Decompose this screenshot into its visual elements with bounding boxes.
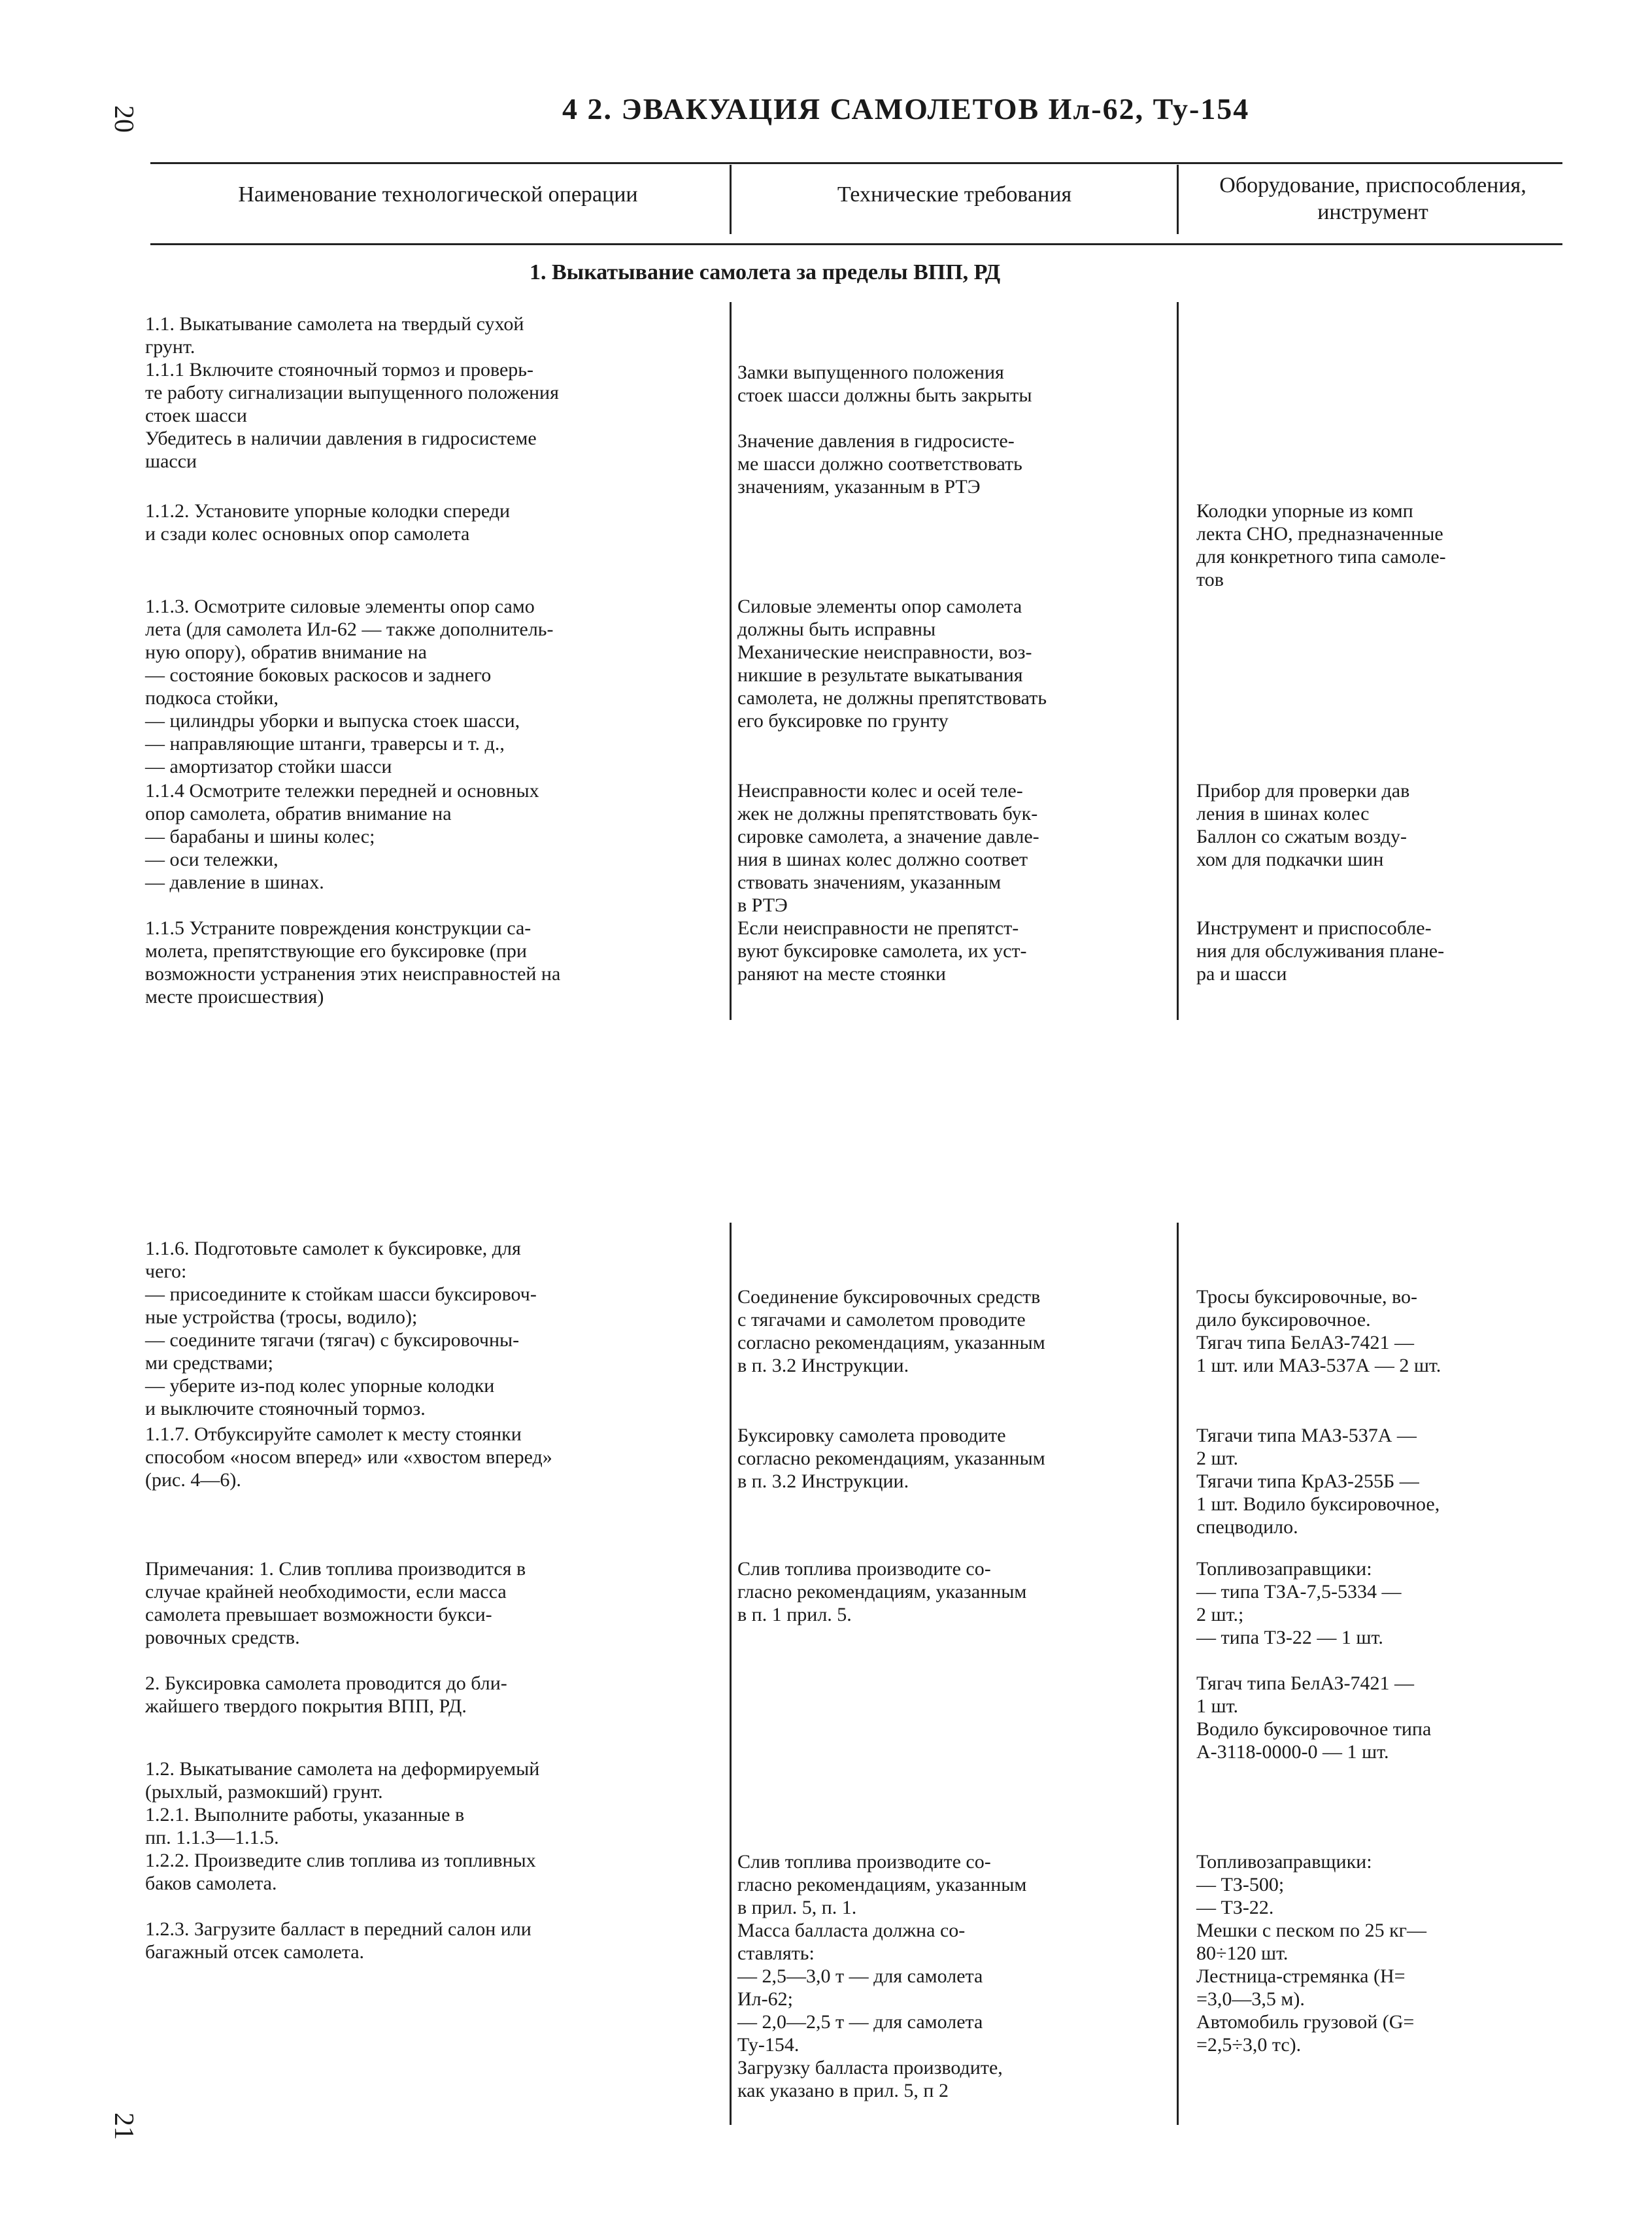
operation-1-1-2: 1.1.2. Установите упорные колодки спереди и сзади колес основных опор самолета xyxy=(145,500,511,545)
column-divider-2-upper xyxy=(1177,302,1179,1020)
equipment-notes: Топливозаправщики: — типа ТЗА-7,5-5334 — 2 шт.; — типа ТЗ-22 — 1 шт. Тягач типа БелАЗ-7421 — 1 шт. Водило буксировочное типа А-3118-0000-0 — 1 шт. xyxy=(1196,1558,1432,1763)
header-divider-2 xyxy=(1177,165,1179,234)
column-divider-1-lower xyxy=(730,1223,732,2125)
header-divider-1 xyxy=(730,165,732,234)
requirement-1-1-3: Силовые элементы опор самолета должны быть исправны Механические неисправности, воз- никшие в результате выкатывания самолета, не должны препятствовать его буксировке по грунту xyxy=(737,596,1047,732)
equipment-1-2: Топливозаправщики: — ТЗ-500; — ТЗ-22. Мешки с песком по 25 кг— 80÷120 шт. Лестница-стремянка (H= =3,0—3,5 м). Автомобиль грузовой (G= =2,5÷3,0 тс). xyxy=(1196,1851,1426,2056)
column-header-operation: Наименование технологической операции xyxy=(238,182,638,207)
equipment-1-1-4: Прибор для проверки дав ления в шинах колес Баллон со сжатым возду- хом для подкачки шин xyxy=(1196,780,1410,870)
requirement-notes: Слив топлива производите со- гласно рекомендациям, указанным в п. 1 прил. 5. xyxy=(737,1558,1027,1625)
requirement-1-1-5: Если неисправности не препятст- вуют буксировке самолета, их уст- раняют на месте стоянки xyxy=(737,917,1027,985)
column-header-requirements: Технические требования xyxy=(837,182,1072,207)
page-number-top: 20 xyxy=(109,105,139,133)
requirement-1-1-7: Буксировку самолета проводите согласно рекомендациям, указанным в п. 3.2 Инструкции. xyxy=(737,1425,1045,1492)
requirement-1-1-4: Неисправности колес и осей теле- жек не должны препятствовать бук- сировке самолета, а значение давле- ния в шинах колес должно соответ ствовать значениям, указанным в РТЭ xyxy=(737,780,1039,916)
operation-1-1-1: 1.1. Выкатывание самолета на твердый сухой грунт. 1.1.1 Включите стояночный тормоз и проверь- те работу сигнализации выпущенного положения стоек шасси Убедитесь в наличии давления в гидросистеме шасси xyxy=(145,313,559,472)
equipment-1-1-2: Колодки упорные из комп лекта СНО, предназначенные для конкретного типа самоле- тов xyxy=(1196,500,1446,590)
column-divider-2-lower xyxy=(1177,1223,1179,2125)
operation-1-1-6: 1.1.6. Подготовьте самолет к буксировке, для чего: — присоедините к стойкам шасси буксировоч- ные устройства (тросы, водило); — соедините тягачи (тягач) с буксировочны- ми средствами; — уберите из-под колес упорные колодки и выключите стояночный тормоз. xyxy=(145,1238,537,1419)
page-number-bottom: 21 xyxy=(109,2113,139,2140)
operation-1-1-7: 1.1.7. Отбуксируйте самолет к месту стоянки способом «носом вперед» или «хвостом вперед» (рис. 4—6). xyxy=(145,1423,552,1491)
equipment-1-1-7: Тягачи типа МАЗ-537А — 2 шт. Тягачи типа КрАЗ-255Б — 1 шт. Водило буксировочное, спецводило. xyxy=(1196,1425,1440,1538)
equipment-1-1-6: Тросы буксировочные, во- дило буксировочное. Тягач типа БелАЗ-7421 — 1 шт. или МАЗ-537А — 2 шт. xyxy=(1196,1286,1441,1376)
requirement-1-1-6: Соединение буксировочных средств с тягачами и самолетом проводите согласно рекомендациям, указанным в п. 3.2 Инструкции. xyxy=(737,1286,1045,1376)
header-rule-bottom xyxy=(150,243,1562,245)
column-divider-1-upper xyxy=(730,302,732,1020)
header-rule-top xyxy=(150,162,1562,164)
requirement-1-2: Слив топлива производите со- гласно рекомендациям, указанным в прил. 5, п. 1. Масса балласта должна со- ставлять: — 2,5—3,0 т — для самолета Ил-62; — 2,0—2,5 т — для самолета Ту-154. Загрузку балласта производите, как указано в прил. 5, п 2 xyxy=(737,1851,1027,2101)
operation-1-1-3: 1.1.3. Осмотрите силовые элементы опор само лета (для самолета Ил-62 — также дополнитель- ную опору), обратив внимание на — состояние боковых раскосов и заднего подкоса стойки, — цилиндры уборки и выпуска стоек шасси, — направляющие штанги, траверсы и т. д., — амортизатор стойки шасси xyxy=(145,596,554,777)
equipment-1-1-5: Инструмент и приспособле- ния для обслуживания плане- ра и шасси xyxy=(1196,917,1445,985)
column-header-equipment: Оборудование, приспособления, инструмент xyxy=(1219,173,1526,224)
operation-1-1-5: 1.1.5 Устраните повреждения конструкции са- молета, препятствующие его буксировке (при возможности устранения этих неисправностей на месте происшествия) xyxy=(145,917,561,1008)
page-title: 4 2. ЭВАКУАЦИЯ САМОЛЕТОВ Ил-62, Ту-154 xyxy=(562,92,1250,126)
section-title: 1. Выкатывание самолета за пределы ВПП, РД xyxy=(530,260,1001,284)
notes: Примечания: 1. Слив топлива производится в случае крайней необходимости, если масса самолета превышает возможности букси- ровочных средств. 2. Буксировка самолета проводится до бли- жайшего твердого покрытия ВПП, РД. xyxy=(145,1558,526,1717)
operation-1-1-4: 1.1.4 Осмотрите тележки передней и основных опор самолета, обратив внимание на — барабаны и шины колес; — оси тележки, — давление в шинах. xyxy=(145,780,539,893)
operation-1-2: 1.2. Выкатывание самолета на деформируемый (рыхлый, размокший) грунт. 1.2.1. Выполните работы, указанные в пп. 1.1.3—1.1.5. 1.2.2. Произведите слив топлива из топливных баков самолета. 1.2.3. Загрузите балласт в передний салон или багажный отсек самолета. xyxy=(145,1758,540,1963)
requirement-1-1-1: Замки выпущенного положения стоек шасси должны быть закрыты Значение давления в гидросисте- ме шасси должно соответствовать значениям, указанным в РТЭ xyxy=(737,362,1032,498)
